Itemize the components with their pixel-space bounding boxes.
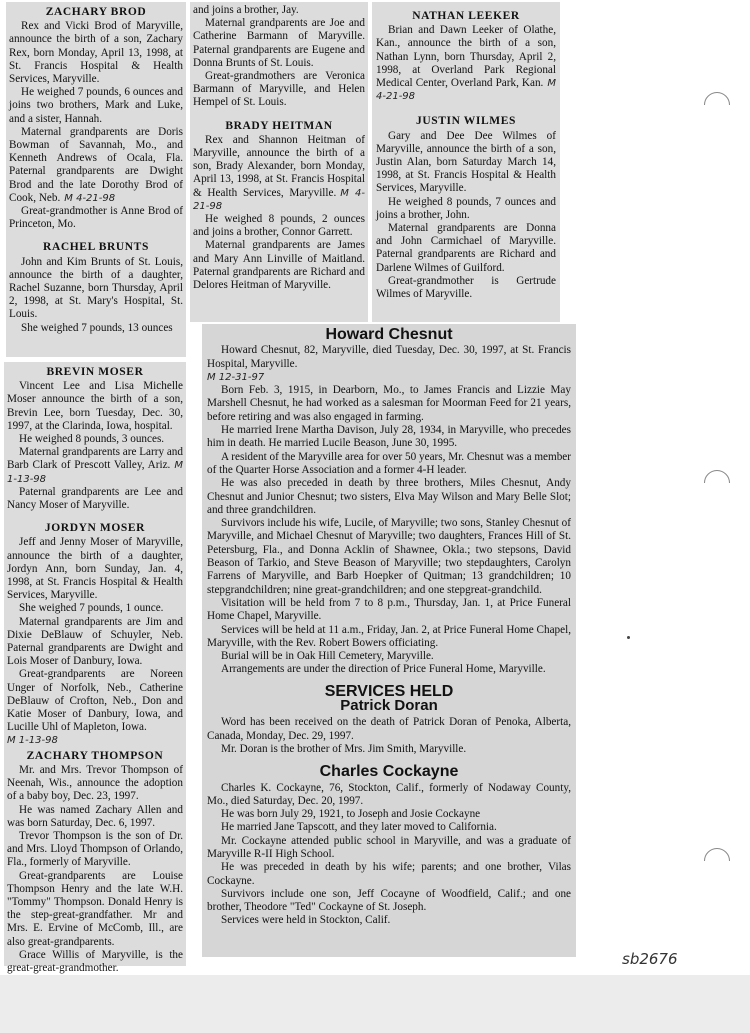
paragraph: Maternal grandparents are Jim and Dixie DeBlauw of Schuyler, Neb. Paternal grandparents are Dwight and Lois Moser of Danbury, Iowa. (7, 615, 183, 668)
paragraph: Mr. and Mrs. Trevor Thompson of Neenah, Wis., announce the adoption of a baby boy, Dec. 23, 1997. (7, 763, 183, 803)
section-heading: SERVICES HELD (324, 682, 454, 700)
paragraph: Arrangements are under the direction of Price Funeral Home, Maryville. (221, 663, 546, 676)
paragraph (7, 446, 183, 486)
paragraph (9, 126, 183, 205)
paragraph: Great-grandparents are Louise Thompson Henry and the late W.H. "Tommy" Thompson. Donald Henry is the step-great-grandfather. Mr and Mrs. E. Ervine of McComb, Ill., are also great-grandparents. (7, 869, 183, 948)
announcement-title: ZACHARY THOMPSON (26, 749, 164, 762)
paragraph (193, 134, 365, 213)
paragraph: and joins a brother, Jay. (193, 4, 299, 16)
paragraph: Mr. Doran is the brother of Mrs. Jim Smith, Maryville. (221, 742, 467, 755)
announcement-title: RACHEL BRUNTS (43, 241, 149, 254)
announcement-title: NATHAN LEEKER (412, 10, 520, 22)
binder-hole (704, 92, 730, 118)
clipping-col2-top (190, 2, 368, 322)
handwritten-date-note: M 4-21-98 (376, 78, 556, 103)
paragraph: He married Jane Tapscott, and they later moved to California. (221, 821, 497, 834)
paragraph (376, 24, 556, 103)
paragraph-text: Brian and Dawn Leeker of Olathe, Kan., announce the birth of a son, Nathan Lynn, born Thursday, April 2, 1998, at Overland Park Regional Medical Center, Overland Park, Kan. (376, 24, 556, 90)
paragraph: Gary and Dee Dee Wilmes of Maryville, announce the birth of a son, Justin Alan, born Saturday March 14, 1998, at St. Francis Hospital & Health Services, Maryville. (376, 129, 556, 195)
announcement-title: JORDYN MOSER (44, 522, 146, 535)
paragraph-text: Maternal grandparents are Doris Bowman of Savannah, Mo., and Kenneth Andrews of Ocala, Fla. Paternal grandparents are Dwight Brod and the late Dorothy Brod of Cook, Neb. (9, 125, 183, 204)
handwritten-date-note: M 1-13-98 (7, 735, 58, 747)
obituary-title: Howard Chesnut (325, 326, 453, 343)
paragraph: Great-grandmother is Gertrude Wilmes of Maryville. (376, 274, 556, 301)
paragraph: Word has been received on the death of Patrick Doran of Penoka, Alberta, Canada, Monday, Dec. 29, 1997. (207, 716, 571, 742)
paragraph-text: Rex and Shannon Heitman of Maryville, announce the birth of a son, Brady Alexander, born Monday, April 13, 1998, at St. Francis Hospital & Health Services, Maryville. (193, 133, 365, 199)
paragraph: He was preceded in death by his wife; parents; and one brother, Vilas Cockayne. (207, 861, 571, 887)
paragraph: Burial will be in Oak Hill Cemetery, Maryville. (221, 650, 434, 663)
announcement-title: JUSTIN WILMES (416, 115, 516, 128)
handwritten-date-note: M 12-31-97 (207, 371, 265, 383)
clipping-col3-top (372, 2, 560, 322)
clipping-col1-bottom (4, 362, 186, 974)
handwritten-date-note: M 1-13-98 (7, 460, 183, 485)
announcement-title: ZACHARY BROD (45, 6, 147, 18)
paragraph: Great-grandparents are Noreen Unger of Norfolk, Neb., Catherine DeBlauw of Crofton, Neb., Don and Katie Moser of Danbury, Iowa, and Lucille Uhl of Mapleton, Iowa. (7, 668, 183, 734)
paragraph: Grace Willis of Maryville, is the great-great-grandmother. (7, 948, 183, 974)
paragraph: Vincent Lee and Lisa Michelle Moser announce the birth of a son, Brevin Lee, born Tuesday, Dec. 30, 1997, at the Clarinda, Iowa, hospital. (7, 380, 183, 432)
paragraph: Jeff and Jenny Moser of Maryville, announce the birth of a daughter, Jordyn Ann, born Sunday, Jan. 4, 1998, at St. Francis Hospital & Health Services, Maryville. (7, 536, 183, 602)
announcement-title: BREVIN MOSER (46, 366, 144, 378)
paragraph: Maternal grandparents are James and Mary Ann Linville of Maitland. Paternal grandparents are Richard and Delores Heitman of Maryville. (193, 239, 365, 292)
paragraph: John and Kim Brunts of St. Louis, announce the birth of a daughter, Rachel Suzanne, born Thursday, April 2, 1998, at St. Mary's Hospital, St. Louis. (9, 255, 183, 321)
paragraph: Survivors include his wife, Lucile, of Maryville; two sons, Stanley Chesnut of Maryville, and Michael Chesnut of Maryville; two daughters, Frances Hill of St. Petersburg, Fla., and Donna Acklin of Shawnee, Okla.; two stepsons, David Beason of Tarkio, and Steve Beason of Maryville; two stepdaughters, Carolyn Farrens of Maryville, and Barb Hoepker of Quitman; 13 grandchildren; 10 stepgrandchildren; nine great-grandchildren; and one stepgreat-grandchild. (207, 517, 571, 596)
paragraph: Survivors include one son, Jeff Cocayne of Woodfield, Calif.; and one brother, Theodore "Ted" Cockayne of St. Joseph. (207, 887, 571, 914)
paragraph-text: Maternal grandparents are Larry and Barb Clark of Prescott Valley, Ariz. (7, 446, 183, 472)
paragraph: He was born July 29, 1921, to Joseph and Josie Cockayne (221, 808, 481, 821)
paragraph: She weighed 7 pounds, 1 ounce. (19, 602, 164, 615)
handwritten-date-note: M 4-21-98 (64, 192, 116, 204)
paragraph: Paternal grandparents are Lee and Nancy Moser of Maryville. (7, 485, 183, 512)
paragraph: He weighed 7 pounds, 6 ounces and joins two brothers, Mark and Luke, and a sister, Hannah. (9, 86, 183, 125)
paragraph: She weighed 7 pounds, 13 ounces (21, 321, 173, 334)
scan-speck (627, 636, 630, 639)
obituary-title: Charles Cockayne (319, 763, 459, 781)
paragraph: Great-grandmothers are Veronica Barmann of Maryville, and Helen Hempel of St. Louis. (193, 70, 365, 109)
paragraph: Trevor Thompson is the son of Dr. and Mrs. Lloyd Thompson of Orlando, Fla., formerly of Maryville. (7, 829, 183, 869)
paragraph: Visitation will be held from 7 to 8 p.m., Thursday, Jan. 1, at Price Funeral Home Chapel, Maryville. (207, 596, 571, 623)
binder-hole (704, 848, 730, 874)
paragraph: He weighed 8 pounds, 7 ounces and joins a brother, John. (376, 195, 556, 221)
paragraph: A resident of the Maryville area for over 50 years, Mr. Chesnut was a member of the Quarter Horse Association and a former 4-H leader. (207, 450, 571, 476)
paragraph: Charles K. Cockayne, 76, Stockton, Calif., formerly of Nodaway County, Mo., died Saturday, Dec. 20, 1997. (207, 781, 571, 807)
paragraph: He weighed 8 pounds, 2 ounces and joins a brother, Connor Garrett. (193, 213, 365, 239)
paragraph: Mr. Cockayne attended public school in Maryville, and was a graduate of Maryville R-II High School. (207, 834, 571, 860)
paragraph: He was named Zachary Allen and was born Saturday, Dec. 6, 1997. (7, 803, 183, 829)
paragraph: Maternal grandparents are Donna and John Carmichael of Maryville. Paternal grandparents are Richard and Darlene Wilmes of Guilford. (376, 222, 556, 274)
obituary-title: Patrick Doran (340, 697, 438, 715)
paragraph: Born Feb. 3, 1915, in Dearborn, Mo., to James Francis and Lizzie May Marshell Chesnut, he had worked as a salesman for Moorman Feed for 21 years, before retiring and was also engaged in farming. (207, 384, 571, 423)
paragraph: Rex and Vicki Brod of Maryville, announce the birth of a son, Zachary Rex, born Monday, April 13, 1998, at St. Francis Hospital & Health Services, Maryville. (9, 20, 183, 86)
paragraph: He married Irene Martha Davison, July 28, 1934, in Maryville, who precedes him in death. He married Lucile Beason, June 30, 1995. (207, 424, 571, 450)
obituary-clipping (202, 324, 576, 957)
scan-bottom-margin (0, 975, 750, 1033)
paragraph: He weighed 8 pounds, 3 ounces. (19, 433, 165, 446)
paragraph: Services will be held at 11 a.m., Friday, Jan. 2, at Price Funeral Home Chapel, Maryville, with the Rev. Robert Bowers officiating. (207, 623, 571, 649)
paragraph: Howard Chesnut, 82, Maryville, died Tuesday, Dec. 30, 1997, at St. Francis Hospital, Maryville. (207, 344, 571, 370)
archive-id-note: sb2676 (622, 950, 678, 968)
announcement-title: BRADY HEITMAN (225, 119, 333, 132)
paragraph: Great-grandmother is Anne Brod of Princeton, Mo. (9, 205, 183, 231)
paragraph: Maternal grandparents are Joe and Catherine Barmann of Maryville. Paternal grandparents are Eugene and Donna Brunts of St. Louis. (193, 17, 365, 69)
clipping-col1-top (6, 2, 186, 357)
handwritten-date-note: M 4-21-98 (193, 187, 365, 212)
paragraph: Services were held in Stockton, Calif. (221, 914, 391, 927)
paragraph: He was also preceded in death by three brothers, Miles Chesnut, Andy Chesnut and Junior Chesnut; two sisters, Elva May Wilson and Mary Belle Slot; and three grandchildren. (207, 477, 571, 516)
binder-hole (704, 470, 730, 496)
